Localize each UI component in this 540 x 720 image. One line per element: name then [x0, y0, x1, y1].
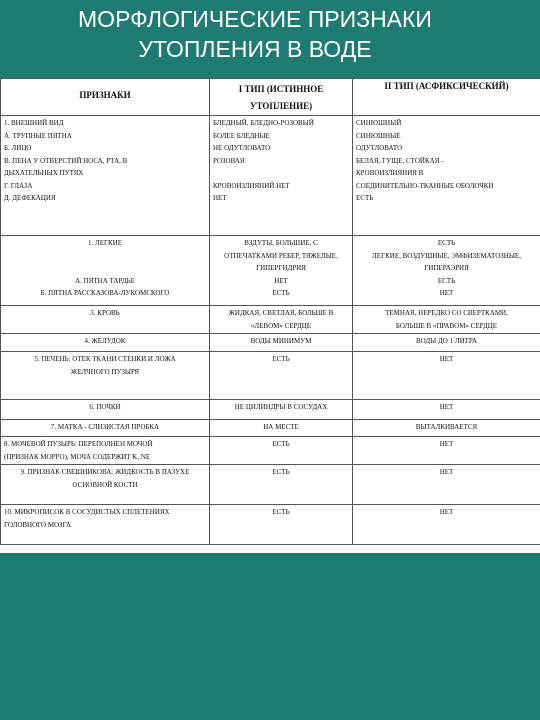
type1-line: РОЗОВАЯ [213, 156, 245, 165]
table-row [1, 306, 540, 334]
sign-line: Г. ГЛАЗА [4, 181, 33, 190]
table-row [1, 236, 540, 306]
spacer [4, 250, 206, 263]
header-type2-label: II ТИП (АСФИКСИЧЕСКИЙ) [384, 81, 509, 91]
table-row [1, 352, 540, 400]
signs-table [0, 78, 540, 545]
type2-line: ЕСТЬ [437, 239, 456, 247]
row7-type2 [353, 420, 540, 437]
row3-type1 [210, 306, 353, 334]
row3-signs [1, 306, 210, 334]
title-line-2: УТОПЛЕНИЯ В ВОДЕ [138, 36, 372, 62]
row6-type1 [210, 400, 353, 420]
header-signs-label: ПРИЗНАКИ [79, 90, 131, 100]
sign-line: А. ПЯТНА ТАРДЬЕ [75, 276, 135, 285]
type1-line: БЛЕДНЫЙ, БЛЕДНО-РОЗОВЫЙ [213, 119, 314, 127]
type2-text: НЕТ [439, 440, 454, 448]
row9-signs [1, 465, 210, 505]
sign-line: Д. ДЕФЕКАЦИЯ [4, 194, 56, 202]
type1-line: НЕТ [213, 194, 227, 202]
sign-text: 4. ЖЕЛУДОК [84, 337, 126, 345]
sign-line: 10. МИКРОПИСОК В СОСУДИСТЫХ СПЛЕТЕНИЯХ [4, 508, 170, 516]
type2-text: ВОДЫ ДО 1 ЛИТРА [416, 337, 477, 345]
row10-type1 [210, 505, 353, 545]
type1-line: «ЛЕВОМ» СЕРДЦЕ [250, 321, 312, 330]
table-row [1, 465, 540, 505]
type2-line: ЕСТЬ [356, 194, 374, 202]
row8-type2 [353, 437, 540, 465]
sign-line: 9. ПРИЗНАК СВЕШНИКОВА: ЖИДКОСТЬ В ПАЗУХЕ [20, 468, 190, 476]
sign-text: 7. МАТКА - СЛИЗИСТАЯ ПРОБКА [50, 423, 160, 431]
sign-line: ОСНОВНОЙ КОСТИ [72, 480, 138, 489]
type2-line: ЕСТЬ [437, 276, 456, 285]
row4-type2 [353, 334, 540, 352]
type1-text: ЕСТЬ [272, 508, 290, 516]
row8-signs [1, 437, 210, 465]
type1-line: ГИПЕРГИДРИЯ [256, 264, 306, 272]
type1-line: ОТПЕЧАТКАМИ РЕБЕР, ТЯЖЕЛЫЕ, [224, 251, 338, 260]
sign-line: ЖЕЛЧНОГО ПУЗЫРЯ [70, 367, 140, 376]
row4-type1 [210, 334, 353, 352]
table-row [1, 505, 540, 545]
type2-line: СИНЮШНЫЙ [356, 119, 402, 127]
sign-line: 5. ПЕЧЕНЬ: ОТЕК ТКАНИ СТЕНКИ И ЛОЖА [34, 355, 176, 363]
table-row [1, 420, 540, 437]
type2-text: ВЫТАЛКИВАЕТСЯ [415, 423, 478, 431]
row1-signs [1, 116, 210, 236]
type1-line: КРОВОИЗЛИЯНИЙ НЕТ [213, 181, 290, 190]
table-row [1, 116, 540, 236]
type1-text: ЕСТЬ [272, 440, 290, 448]
table-row [1, 334, 540, 352]
table-row [1, 400, 540, 420]
type1-line: НЕТ [274, 276, 288, 285]
type2-text: НЕТ [439, 508, 454, 516]
sign-line: ГОЛОВНОГО МОЗГА [4, 520, 71, 529]
sign-line: Б. ПЯТНА РАССКАЗОВА-ЛУКОМСКОГО [40, 289, 170, 297]
row3-type2 [353, 306, 540, 334]
row8-type1 [210, 437, 353, 465]
sign-line: 1. ЛЕГКИЕ [87, 239, 123, 247]
row10-type2 [353, 505, 540, 545]
type1-line: ЕСТЬ [272, 289, 290, 297]
sign-line: (ПРИЗНАК МОРРО), МОЧА СОДЕРЖИТ K, NE [4, 452, 151, 461]
header-type2 [353, 79, 540, 116]
type2-text: НЕТ [439, 403, 454, 411]
header-row [1, 79, 540, 116]
row1-type1 [210, 116, 353, 236]
sign-line: В. ПЕНА У ОТВЕРСТИЙ НОСА, РТА, В [4, 156, 128, 165]
header-type1-line1: I ТИП (ИСТИННОЕ [238, 84, 324, 94]
type2-text: НЕТ [439, 468, 454, 476]
row5-type1 [210, 352, 353, 400]
sign-line: А. ТРУПНЫЕ ПЯТНА [4, 131, 72, 140]
type2-line: КРОВОИЗЛИЯНИЯ В [356, 169, 424, 177]
type2-line: БОЛЬШЕ В «ПРАВОМ» СЕРДЦЕ [395, 321, 498, 330]
row7-signs [1, 420, 210, 437]
sign-line: 1. ВНЕШНИЙ ВИД [4, 119, 64, 127]
type1-text: ЕСТЬ [272, 468, 290, 476]
header-signs [1, 79, 210, 116]
sign-line: Б. ЛИЦО [4, 144, 32, 152]
row2-signs [1, 236, 210, 306]
type2-line: СИНЮШНЫЕ [356, 131, 401, 140]
row2-type1 [210, 236, 353, 306]
type1-line: ЖИДКАЯ, СВЕТЛАЯ, БОЛЬШЕ В [228, 309, 334, 317]
type1-text: НЕ ЦИЛИНДРЫ В СОСУДАХ [234, 403, 328, 411]
row7-type1 [210, 420, 353, 437]
slide-title [0, 4, 510, 64]
spacer [4, 262, 206, 275]
row5-type2 [353, 352, 540, 400]
row4-signs [1, 334, 210, 352]
type2-line: ТЕМНАЯ, НЕРЕДКО СО СВЕРТКАМИ, [385, 309, 508, 317]
type1-line: НЕ ОДУТЛОВАТО [213, 144, 271, 152]
type2-line: ГИПЕРАЭРИЯ [424, 264, 469, 272]
sign-text: 6. ПОЧКИ [89, 403, 121, 411]
table-sheet [0, 78, 540, 553]
row6-type2 [353, 400, 540, 420]
sign-text: 3. КРОВЬ [90, 309, 120, 317]
row6-signs [1, 400, 210, 420]
sign-line: 8. МОЧЕВОЙ ПУЗЫРЬ: ПЕРЕПОЛНЕН МОЧОЙ [4, 440, 153, 448]
row9-type1 [210, 465, 353, 505]
sign-line: ДЫХАТЕЛЬНЫХ ПУТЯХ [4, 169, 84, 177]
type1-text: ЕСТЬ [272, 355, 290, 363]
type1-line: ВЗДУТЫ, БОЛЬШИЕ, С [244, 239, 318, 247]
title-line-1: МОРФЛОГИЧЕСКИЕ ПРИЗНАКИ [78, 6, 432, 32]
type1-line: БОЛЕЕ БЛЕДНЫЕ [213, 131, 270, 140]
type1-text: ВОДЫ МИНИМУМ [250, 337, 312, 345]
row1-type2 [353, 116, 540, 236]
header-type1 [210, 79, 353, 116]
row5-signs [1, 352, 210, 400]
row10-signs [1, 505, 210, 545]
table-row [1, 437, 540, 465]
type2-line: ОДУТЛОВАТО [356, 144, 403, 152]
type2-text: НЕТ [439, 355, 454, 363]
spacer [213, 167, 349, 180]
type2-line: НЕТ [439, 289, 454, 297]
header-type1-line2: УТОПЛЕНИЕ) [249, 100, 313, 111]
row2-type2 [353, 236, 540, 306]
type2-line: СОЕДИНИТЕЛЬНО-ТКАННЫЕ ОБОЛОЧКИ [356, 181, 494, 190]
row9-type2 [353, 465, 540, 505]
type2-line: БЕЛАЯ, ГУЩЕ, СТОЙКАЯ - [356, 156, 444, 165]
type2-line: ЛЕГКИЕ, ВОЗДУШНЫЕ, ЭМФИЗЕМАТОЗНЫЕ, [372, 251, 521, 260]
type1-text: НА МЕСТЕ [263, 423, 299, 431]
